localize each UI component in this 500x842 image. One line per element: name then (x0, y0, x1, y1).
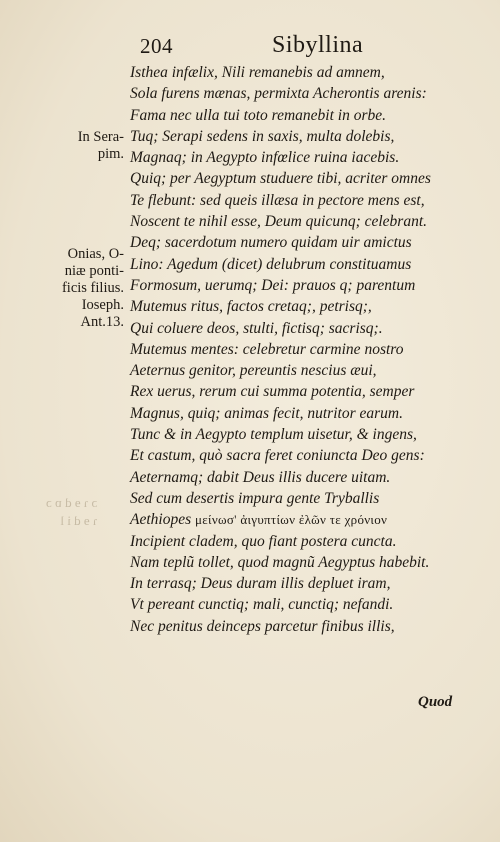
verse-line: Et castum, quò sacra feret coniuncta Deo gens: (130, 447, 425, 465)
bleed-line: ɿ ɘ d i l (60, 513, 98, 528)
verse-line: Tuq; Serapi sedens in saxis, multa dolebis, (130, 127, 395, 145)
verse-line: Quiq; per Aegyptum studuere tibi, acriter omnes (130, 170, 431, 188)
catchword: Quod (418, 694, 453, 710)
verse-line: Rex uerus, rerum cui summa potentia, semper (130, 383, 415, 401)
verse-line: Mutemus mentes: celebretur carmine nostro (130, 340, 404, 358)
verse-line: Deq; sacerdotum numero quidam uir amictus (130, 234, 412, 252)
margin-note-line: ficis filius. (61, 280, 124, 296)
page-number: 204 (140, 34, 173, 58)
verse-line: Sola furens mænas, permixta Acherontis arenis: (130, 85, 427, 103)
verse-line: Isthea infælix, Nili remanebis ad amnem, (130, 64, 385, 81)
verse-line: Vt pereant cunctiq; mali, cunctiq; nefandi. (130, 596, 394, 614)
bleed-line: ɔ ɿ ɘ d ɒ ɔ (46, 495, 98, 510)
margin-note-line: Ioseph. (81, 297, 124, 313)
verse-block (130, 62, 482, 637)
verse-line-with-greek (130, 509, 482, 530)
verse-line: Te flebunt: sed queis illæsa in pectore mens est, (130, 191, 425, 209)
verse-line: Fama nec ulla tui toto remanebit in orbe. (130, 106, 386, 124)
verse-line: Noscent te nihil esse, Deum quicunq; celebrant. (130, 213, 428, 231)
margin-note-serapis (78, 129, 124, 163)
verse-line: Aeternus genitor, pereuntis nescius æui, (130, 362, 377, 380)
margin-note-line: In Sera- (77, 129, 124, 145)
verse-line: Nam teplũ tollet, quod magnũ Aegyptus habebit. (130, 553, 430, 571)
margin-note-onias (62, 246, 124, 331)
verse-line: Mutemus ritus, factos cretaq;, petrisq;, (130, 298, 372, 316)
margin-note-line: Onias, O- (67, 246, 124, 262)
margin-note-line: Ant.13. (80, 314, 124, 330)
verse-line: Qui coluere deos, stulti, fictisq; sacrisq;. (130, 319, 383, 337)
greek-fragment: μείνωσ' ἀιγυπτίων ἐλῶν τε χρόνιον (195, 512, 388, 528)
verse-line: Sed cum desertis impura gente Tryballis (130, 489, 380, 507)
verse-line: In terrasq; Deus duram illis depluet iram, (130, 575, 391, 593)
running-title: Sibyllina (272, 32, 364, 58)
margin-note-line: pim. (97, 146, 124, 162)
verse-line: Formosum, uerumq; Dei: prauos q; parentum (130, 276, 416, 294)
margin-notes (0, 0, 130, 842)
verse-line: Incipient cladem, quo fiant postera cuncta. (130, 532, 397, 550)
bleed-through-text (46, 494, 97, 530)
verse-line: Tunc & in Aegypto templum uisetur, & ingens, (130, 426, 417, 444)
page-header (140, 34, 380, 64)
verse-line: Magnaq; in Aegypto infœlice ruina iacebis. (130, 149, 400, 167)
verse-line-text: Aethiopes (130, 511, 192, 529)
verse-line: Lino: Agedum (dicet) delubrum constituamus (130, 255, 412, 273)
margin-note-line: niæ ponti- (64, 263, 124, 279)
verse-line: Nec penitus deinceps parcetur finibus illis, (130, 617, 395, 635)
verse-line: Aeternamq; dabit Deus illis ducere uitam. (130, 468, 391, 486)
verse-line: Magnus, quiq; animas fecit, nutritor earum. (130, 404, 403, 422)
